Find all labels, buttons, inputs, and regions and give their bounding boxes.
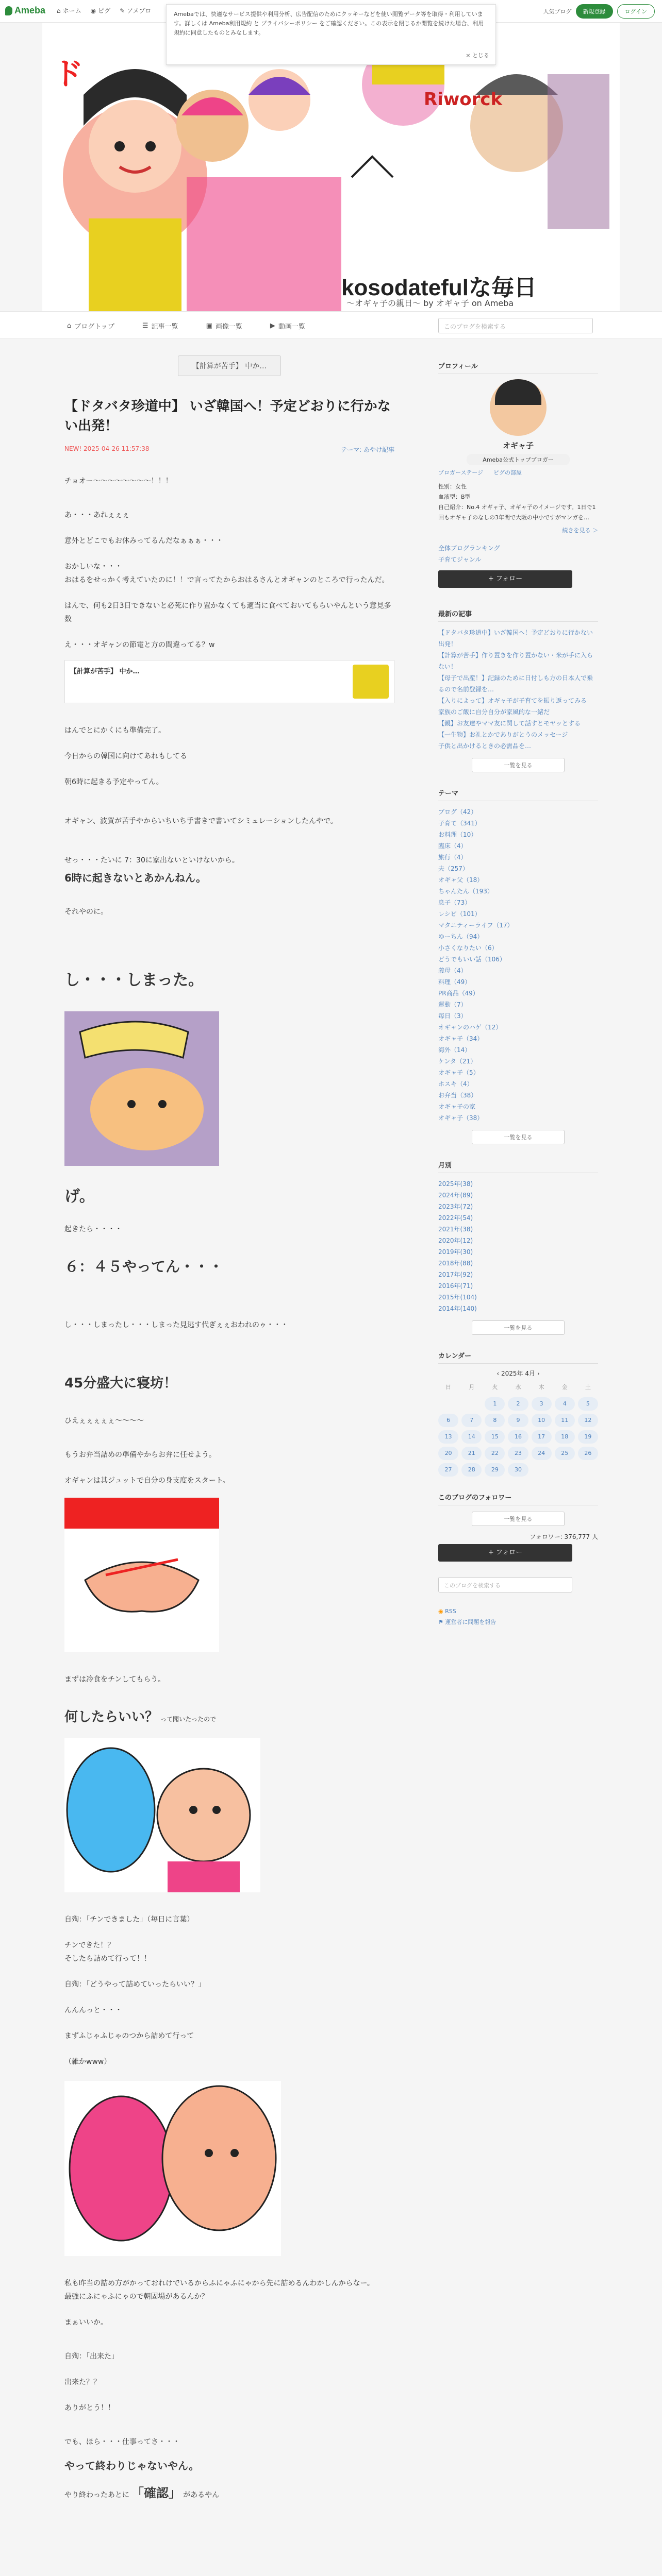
cookie-notice-text: Amebaでは、快適なサービス提供や利用分析、広告配信のためにクッキーなどを使い閲覧データ等を取得・利用しています。詳しくは Ameba利用規約 と プライバシーポリシー をご確認ください。この表示を閉じるか閲覧を続けた場合、利用規約に同意したものとみなします。 — [174, 11, 484, 36]
ranking-block — [438, 543, 598, 565]
calendar-weekday: 日 — [445, 1384, 452, 1391]
blog-header-image[interactable] — [42, 23, 620, 311]
q9: 最強にふにゃふにゃので朝固場があるんか？ — [64, 2293, 209, 2301]
svg-text:ド: ド — [53, 56, 84, 92]
ranking-overall[interactable]: 全体ブログランキング — [438, 545, 500, 552]
calendar-weekday: 金 — [561, 1384, 568, 1391]
calendar-day[interactable]: 18 — [555, 1430, 575, 1444]
rss-link[interactable]: ◉ RSS — [438, 1608, 456, 1615]
ge-heading: げ。 — [64, 1188, 95, 1206]
header-illustration — [42, 23, 620, 311]
calendar-day[interactable]: 7 — [461, 1414, 482, 1427]
q6: まずふじゃふじゃのつから詰めて行って — [64, 2032, 194, 2040]
calendar-day[interactable]: 12 — [578, 1414, 598, 1427]
calendar-day[interactable]: 8 — [485, 1414, 505, 1427]
nav-ameblo[interactable]: ✎ アメブロ — [120, 7, 152, 14]
register-button[interactable]: 新規登録 — [576, 4, 613, 19]
calendar-blank — [461, 1397, 482, 1411]
theme-item[interactable]: 小さくなりたい（6） — [438, 944, 498, 952]
calendar-day[interactable]: 27 — [438, 1463, 458, 1477]
theme-item[interactable]: お弁当（38） — [438, 1092, 477, 1099]
hand-drawing — [64, 1498, 219, 1652]
calendar-weekday: 水 — [515, 1384, 521, 1391]
boxes-drawing — [64, 2081, 281, 2256]
calendar-next-icon[interactable]: › — [537, 1370, 540, 1377]
followers-count: フォロワー: 376,777 人 — [529, 1533, 598, 1540]
official-badge: Ameba公式トップブロガー — [467, 454, 570, 465]
calendar-day[interactable]: 24 — [532, 1447, 552, 1460]
theme-item[interactable]: オギャ子の家 — [438, 1103, 476, 1110]
blog-title[interactable]: kosodatefulな毎日 — [341, 275, 537, 300]
archive-more-button[interactable]: 一覧を見る — [472, 1320, 565, 1335]
ranking-childcare[interactable]: 子育てジャンル — [438, 556, 482, 563]
shimatta2-text: し・・・しまったし・・・しまった見逃す代ぎぇぇおわれのゥ・・・ — [64, 1321, 288, 1329]
theme-item[interactable]: 料理（49） — [438, 978, 471, 986]
q14: でも、ほら・・・仕事ってさ・・・ — [64, 2438, 180, 2446]
para-4: おはるをせっかく考えていたのに！！で言ってたからおはるさんとオギャンのところで行ったんだ。 — [64, 576, 389, 584]
calendar-month-label: 2025年 4月 — [501, 1370, 535, 1377]
calendar-grid — [438, 1381, 598, 1477]
home-icon: ⌂ — [67, 322, 72, 330]
svg-text:Riworck: Riworck — [424, 89, 503, 110]
link-card-title: 【計算が苦手】 中か… — [70, 668, 140, 675]
recent-item[interactable]: 子供と出かけるときの必需品を… — [438, 742, 532, 750]
theme-item[interactable]: 旅行（4） — [438, 854, 467, 861]
theme-item[interactable]: 毎日（3） — [438, 1012, 467, 1020]
theme-item[interactable]: 海外（14） — [438, 1046, 471, 1054]
calendar-weekday: 土 — [585, 1384, 591, 1391]
sidebar — [438, 361, 598, 1626]
theme-item[interactable]: 臨床（4） — [438, 842, 467, 850]
q12: 出来た？？ — [64, 2378, 101, 2386]
theme-item[interactable]: オギャ子（38） — [438, 1114, 484, 1122]
profile-avatar[interactable] — [490, 379, 547, 436]
q2: チンできた！？ — [64, 1941, 115, 1950]
para-12: 6時に起きないとあかんねん。 — [64, 872, 207, 884]
theme-item[interactable]: オギャ父（18） — [438, 876, 484, 884]
blog-nav — [0, 311, 662, 339]
calendar-day[interactable]: 6 — [438, 1414, 458, 1427]
calendar-day[interactable]: 16 — [508, 1430, 528, 1444]
post-meta — [64, 445, 394, 454]
theme-item[interactable]: 子育て（341） — [438, 820, 481, 827]
para-9: 朝6時に起きる予定やってん。 — [64, 778, 163, 786]
camera-icon: ▣ — [206, 322, 212, 330]
recent-more-button[interactable]: 一覧を見る — [472, 758, 565, 772]
para-11: せっ・・・たいに 7：30に家出ないといけないから。 — [64, 856, 239, 865]
archive-item[interactable]: 2014年(140) — [438, 1305, 477, 1312]
flag-icon: ⚑ — [438, 1619, 443, 1625]
archive-item[interactable]: 2023年(72) — [438, 1203, 473, 1210]
video-icon: ▶ — [270, 322, 275, 330]
blog-subtitle: 〜オギャ子の親日〜 by オギャ子 on Ameba — [346, 298, 514, 308]
calendar-day[interactable]: 9 — [508, 1414, 528, 1427]
nandemo-heading: 何したらいい？ — [64, 1709, 159, 1725]
illustration-hand[interactable] — [64, 1498, 219, 1652]
theme-item[interactable]: PR商品（49） — [438, 990, 479, 997]
calendar-weekday: 木 — [538, 1384, 544, 1391]
para-8: 今日からの韓国に向けてあれもしてる — [64, 752, 187, 760]
nav-home[interactable]: ⌂ ホーム — [57, 7, 81, 14]
calendar-month — [438, 1369, 598, 1378]
q17: 「確認」 — [131, 2486, 181, 2500]
recent-item[interactable]: 【ドタバタ珍道中】いざ韓国へ！予定どおりに行かない出発！ — [438, 629, 593, 648]
nandemo-small: って聞いたったので — [160, 1716, 217, 1723]
nav-blog-top[interactable]: ⌂ ブログトップ — [67, 322, 114, 331]
topbar-right — [543, 4, 655, 19]
recent-item[interactable]: 【親】お友達やママ友に関して話すとモヤッとする — [438, 720, 581, 727]
calendar-day[interactable]: 4 — [555, 1397, 575, 1411]
archive-item[interactable]: 2018年(88) — [438, 1260, 473, 1267]
theme-item[interactable]: お料理（10） — [438, 831, 477, 838]
hie-text: ひえぇぇぇぇぇ〜〜〜〜 — [64, 1417, 144, 1425]
calendar-day[interactable]: 5 — [578, 1397, 598, 1411]
theme-list — [438, 806, 598, 1124]
followers-heading: このブログのフォロワー — [438, 1492, 598, 1505]
follow-button-2[interactable]: + フォロー — [438, 1544, 572, 1562]
theme-heading: テーマ — [438, 788, 598, 801]
para-1: あ・・・あれぇぇぇ — [64, 511, 129, 519]
profile-heading: プロフィール — [438, 361, 598, 374]
ogyan-text: オギャンは其ジュットで自分の身支度をスタート。 — [64, 1477, 230, 1485]
nandemo-row — [64, 1707, 394, 1727]
report-link[interactable]: ⚑ 運営者に問題を報告 — [438, 1619, 496, 1625]
time-heading: ６：４５やってん・・・ — [64, 1258, 224, 1275]
q5: んんんっと・・・ — [64, 2006, 122, 2014]
para-2: 意外とどこでもお休みってるんだなぁぁぁ・・・ — [64, 537, 223, 545]
shimatta-heading: し・・・しまった。 — [64, 971, 204, 989]
theme-item[interactable]: どうでもいい話（106） — [438, 956, 506, 963]
theme-item[interactable]: 息子（73） — [438, 899, 471, 906]
blog-search-input[interactable]: このブログを検索する — [438, 318, 593, 333]
follow-button[interactable]: + フォロー — [438, 570, 572, 588]
calendar-day[interactable]: 19 — [578, 1430, 598, 1444]
q8: 私も昨当の詰め方がかっておれけでいるからふにゃふにゃから先に詰めるんわかしんからなー。 — [64, 2279, 374, 2287]
calendar-day[interactable]: 21 — [461, 1447, 482, 1460]
ameba-leaf-icon — [5, 6, 12, 15]
q1: 自殉：「チンできました」（毎日に言葉） — [64, 1916, 194, 1924]
ask-drawing — [64, 1738, 260, 1892]
para-7: はんでとにかくにも準備完了。 — [64, 726, 166, 735]
illustration-shimatta[interactable] — [64, 1011, 219, 1166]
calendar-day[interactable]: 11 — [555, 1414, 575, 1427]
theme-item[interactable]: オギャ子（34） — [438, 1035, 484, 1042]
theme-item[interactable]: ケンタ（21） — [438, 1058, 477, 1065]
link-card-thumb — [353, 665, 389, 699]
sidebar-search-input[interactable]: このブログを検索する — [438, 1577, 572, 1592]
archive-item[interactable]: 2016年(71) — [438, 1282, 473, 1290]
para-13: それやのに。 — [64, 908, 108, 916]
q7: （雑かwww） — [64, 2058, 111, 2066]
calendar-day[interactable]: 13 — [438, 1430, 458, 1444]
q4: 自殉：「どうやって詰めていったらいい？」 — [64, 1980, 205, 1989]
after-hand-text: まずは冷食をチンしてもらう。 — [64, 1675, 166, 1684]
q13: ありがとう！！ — [64, 2404, 115, 2412]
okita-text: 起きたら・・・・ — [64, 1225, 122, 1233]
para-3: おかしいな・・・ — [64, 563, 122, 571]
theme-item[interactable]: レシピ（101） — [438, 910, 481, 918]
top-nav — [57, 6, 151, 15]
theme-item[interactable]: オギャンのハゲ（12） — [438, 1024, 502, 1031]
para-5: はんで、何も2日3日できないと必死に作り置かなくても適当に食べておいてもらいやんという意見多数 — [64, 602, 391, 623]
post-date: NEW! 2025-04-26 11:57:38 — [64, 445, 150, 452]
house-text: もうお弁当詰めの準備やからお弁に任せよう。 — [64, 1451, 216, 1459]
calendar-day[interactable]: 29 — [485, 1463, 505, 1477]
theme-item[interactable]: 夫（257） — [438, 865, 469, 872]
theme-item[interactable]: ちゃんたん（193） — [438, 888, 493, 895]
profile-text: 性別：女性 血液型：B型 自己紹介：No.4 オギャ子、オギャ子のイメージです。1日で1回もオギャ子のなしの3年間で大阪の中小ですがマンガを… — [438, 483, 596, 521]
archive-item[interactable]: 2021年(38) — [438, 1226, 473, 1233]
calendar-weekday: 火 — [492, 1384, 498, 1391]
para-6: え・・・オギャンの節電と方の間違ってる？w — [64, 641, 215, 649]
archive-item[interactable]: 2025年(38) — [438, 1180, 473, 1188]
q11: 自殉：「出来た」 — [64, 2352, 119, 2361]
ameba-logo[interactable]: Ameba — [5, 5, 45, 16]
calendar-day[interactable]: 3 — [532, 1397, 552, 1411]
theme-more-button[interactable]: 一覧を見る — [472, 1130, 565, 1144]
q18: があるやん — [183, 2491, 220, 2499]
nav-video-list[interactable]: ▶ 動画一覧 — [270, 322, 305, 331]
calendar-day[interactable]: 2 — [508, 1397, 528, 1411]
shimatta-drawing — [64, 1011, 219, 1166]
calendar-day[interactable]: 14 — [461, 1430, 482, 1444]
calendar-day[interactable]: 17 — [532, 1430, 552, 1444]
link-card[interactable] — [64, 660, 394, 703]
recent-item[interactable]: 【一生物】お礼とかでありがとうのメッセージ — [438, 731, 568, 738]
archive-item[interactable]: 2017年(92) — [438, 1271, 473, 1278]
calendar-heading: カレンダー — [438, 1350, 598, 1364]
q15: やって終わりじゃないやん。 — [64, 2460, 200, 2472]
theme-item[interactable]: 運動（7） — [438, 1001, 467, 1008]
archive-heading: 月別 — [438, 1160, 598, 1173]
calendar-day[interactable]: 22 — [485, 1447, 505, 1460]
q16-row — [64, 2483, 394, 2501]
cookie-close-button[interactable]: × とじる — [466, 52, 489, 59]
recent-heading: 最新の記事 — [438, 608, 598, 622]
calendar-blank — [438, 1397, 458, 1411]
profile-tabs — [438, 468, 598, 477]
login-button[interactable]: ログイン — [617, 4, 655, 19]
recent-item[interactable]: 家族のご飯に自分自分が家風的な一緒だ — [438, 708, 550, 716]
archive-item[interactable]: 2024年(89) — [438, 1192, 473, 1199]
popular-blog-link[interactable]: 人気ブログ — [543, 8, 572, 15]
theme-item[interactable]: オギャ子（5） — [438, 1069, 479, 1076]
rss-icon: ◉ — [438, 1608, 443, 1615]
para-10: オギャン、波賀が苦手やからいちいち手書きで書いてシミュレーションしたんやで。 — [64, 817, 338, 825]
archive-item[interactable]: 2019年(30) — [438, 1248, 473, 1256]
calendar-day[interactable]: 28 — [461, 1463, 482, 1477]
illustration-boxes[interactable] — [64, 2081, 281, 2256]
calendar-day[interactable]: 10 — [532, 1414, 552, 1427]
theme-item[interactable]: マタニティーライフ（17） — [438, 922, 514, 929]
theme-item[interactable]: ホスキ（4） — [438, 1080, 473, 1088]
list-icon: ☰ — [142, 322, 148, 330]
post-title[interactable]: 【ドタバタ珍道中】 いざ韓国へ！予定どおりに行かない出発！ — [64, 399, 391, 434]
calendar-day[interactable]: 26 — [578, 1447, 598, 1460]
archive-item[interactable]: 2022年(54) — [438, 1214, 473, 1222]
illustration-ask[interactable] — [64, 1738, 260, 1892]
calendar-weekday: 月 — [469, 1384, 475, 1391]
followers-more-button[interactable]: 一覧を見る — [472, 1512, 565, 1526]
theme-item[interactable]: 義母（4） — [438, 967, 467, 974]
recent-item[interactable]: 【母子で出産！】記録のために日付しも方の日本人で乗るので名前登録を… — [438, 674, 593, 693]
tab-blogger-stage[interactable]: ブロガーステージ — [438, 469, 484, 476]
nebou-heading: 45分盛大に寝坊！ — [64, 1376, 177, 1391]
calendar-day[interactable]: 15 — [485, 1430, 505, 1444]
nav-image-list[interactable]: ▣ 画像一覧 — [206, 322, 242, 331]
tab-pigg-room[interactable]: ピグの部屋 — [493, 469, 522, 476]
nav-pigg[interactable]: ◉ ピグ — [90, 7, 111, 14]
calendar-day[interactable]: 20 — [438, 1447, 458, 1460]
calendar-day[interactable]: 1 — [485, 1397, 505, 1411]
calendar-prev-icon[interactable]: ‹ — [496, 1370, 500, 1377]
profile-name[interactable]: オギャ子 — [502, 441, 534, 450]
category-button[interactable]: 【計算が苦手】 中か… — [178, 355, 281, 376]
archive-item[interactable]: 2015年(104) — [438, 1294, 477, 1301]
theme-item[interactable]: ブログ（42） — [438, 808, 477, 816]
q3: そしたら詰めて行って！！ — [64, 1955, 151, 1963]
profile-more-link[interactable]: 続きを見る ＞ — [562, 527, 598, 534]
q16: やり終わったあとに — [64, 2491, 129, 2499]
para-0: チョオー〜〜〜〜〜〜〜〜！！！ — [64, 477, 173, 485]
post-theme[interactable]: テーマ: あやけ記事 — [341, 446, 394, 453]
archive-item[interactable]: 2020年(12) — [438, 1237, 473, 1244]
recent-item[interactable]: 【計算が苦手】作り置きを作り置かない・米が手に入らない！ — [438, 652, 593, 670]
nav-article-list[interactable]: ☰ 記事一覧 — [142, 322, 178, 331]
recent-item[interactable]: 【入りによって】オギャ子が子育てを振り返ってみる — [438, 697, 587, 704]
calendar-day[interactable]: 30 — [508, 1463, 528, 1477]
calendar-day[interactable]: 23 — [508, 1447, 528, 1460]
theme-item[interactable]: ゆーちん（94） — [438, 933, 484, 940]
archive-list — [438, 1178, 598, 1314]
main-post — [64, 355, 394, 2501]
q10: まぁいいか。 — [64, 2318, 108, 2327]
cookie-notice — [166, 4, 496, 65]
post-body — [64, 474, 394, 2501]
calendar-day[interactable]: 25 — [555, 1447, 575, 1460]
avatar-hair — [495, 379, 541, 405]
